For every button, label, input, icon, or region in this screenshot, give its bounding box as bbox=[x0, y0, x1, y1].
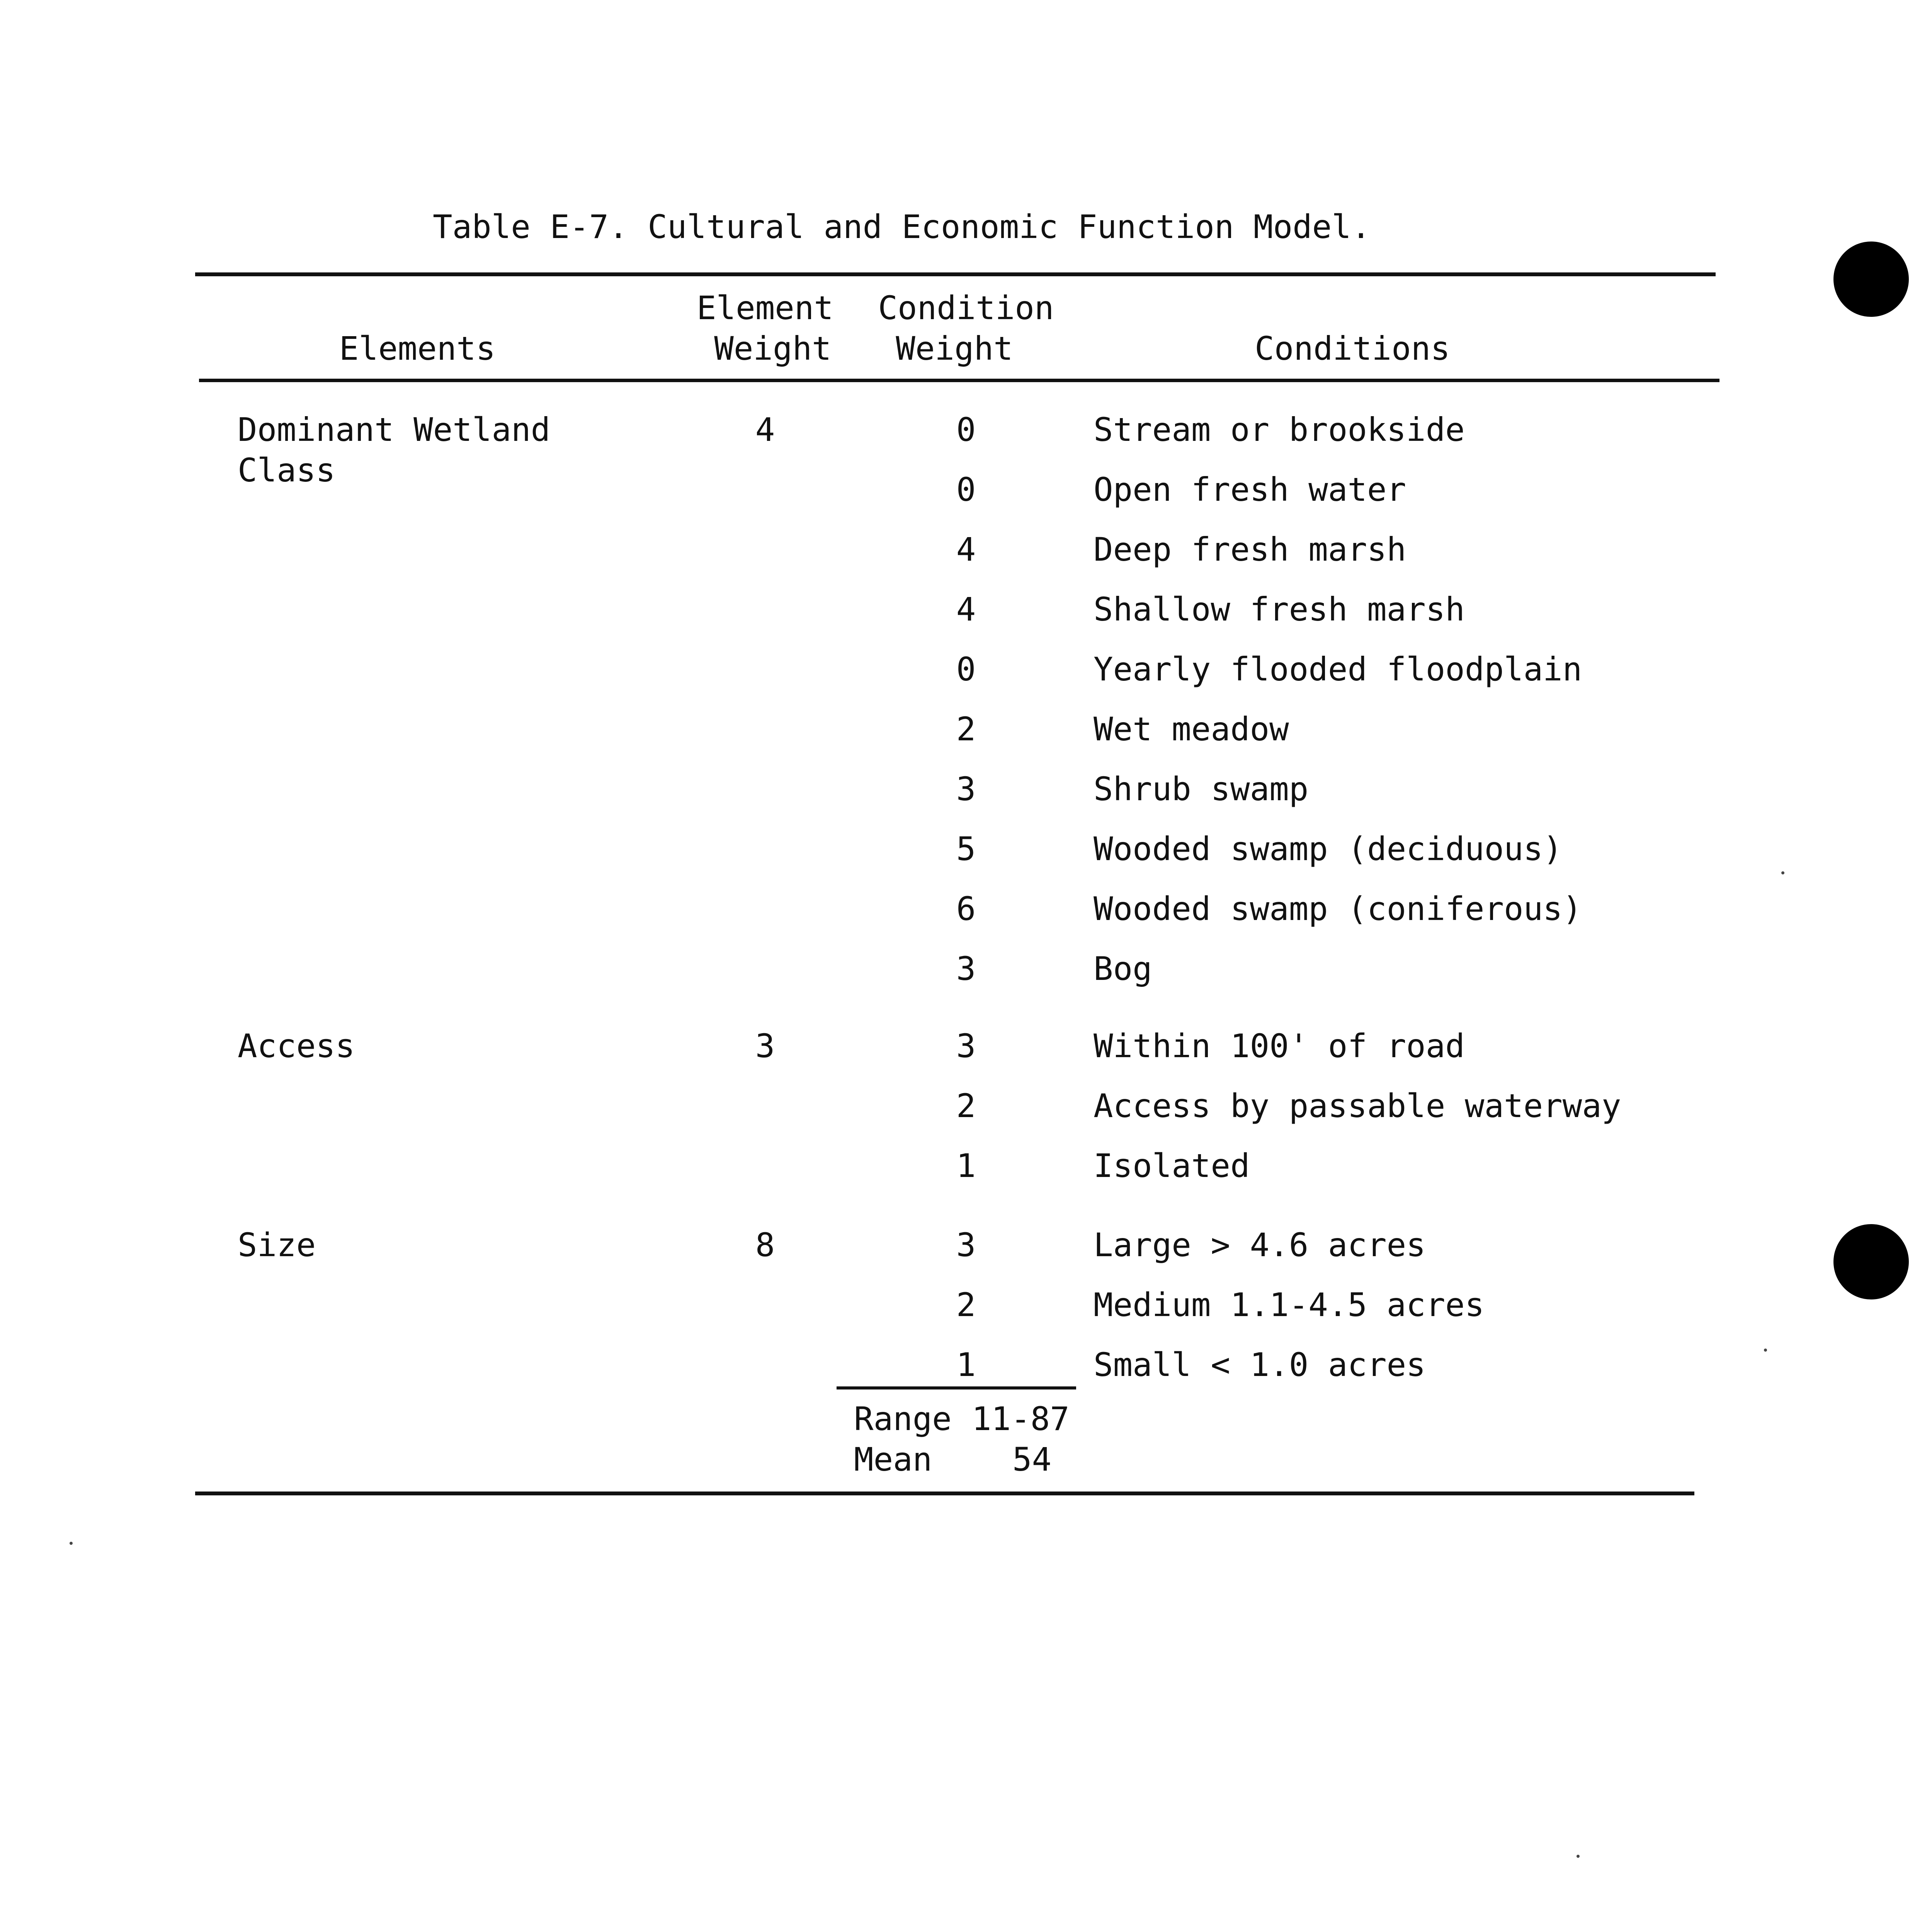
header-elements: Elements bbox=[339, 330, 496, 367]
condition-weight: 2 bbox=[956, 710, 976, 748]
condition: Large > 4.6 acres bbox=[1094, 1226, 1426, 1264]
scan-speck bbox=[1577, 1855, 1580, 1858]
binder-hole-middle bbox=[1833, 1224, 1909, 1299]
condition-weight: 3 bbox=[956, 770, 976, 808]
condition: Wooded swamp (coniferous) bbox=[1094, 890, 1582, 928]
condition-weight: 0 bbox=[956, 650, 976, 688]
table-top-rule bbox=[195, 272, 1716, 276]
condition-weight: 6 bbox=[956, 890, 976, 928]
scan-speck bbox=[1764, 1349, 1767, 1352]
table-bottom-rule bbox=[195, 1492, 1694, 1495]
condition: Open fresh water bbox=[1094, 471, 1406, 509]
header-conditions: Conditions bbox=[1255, 330, 1450, 367]
condition-weight: 3 bbox=[956, 950, 976, 988]
condition: Isolated bbox=[1094, 1147, 1250, 1185]
header-element-weight-line2: Weight bbox=[714, 330, 832, 367]
scan-speck bbox=[70, 1542, 73, 1545]
condition-weight: 2 bbox=[956, 1087, 976, 1125]
condition: Stream or brookside bbox=[1094, 411, 1465, 449]
condition-weight: 3 bbox=[956, 1226, 976, 1264]
element-label-continued: Class bbox=[238, 451, 335, 489]
condition: Shrub swamp bbox=[1094, 770, 1309, 808]
condition-weight: 1 bbox=[956, 1346, 976, 1384]
binder-hole-top bbox=[1833, 242, 1909, 317]
scan-speck bbox=[1781, 871, 1784, 874]
condition-weight: 5 bbox=[956, 830, 976, 868]
condition: Yearly flooded floodplain bbox=[1094, 650, 1582, 688]
condition: Within 100' of road bbox=[1094, 1027, 1465, 1065]
condition: Wet meadow bbox=[1094, 710, 1289, 748]
condition: Access by passable waterway bbox=[1094, 1087, 1621, 1125]
condition: Shallow fresh marsh bbox=[1094, 590, 1465, 628]
element-weight: 8 bbox=[755, 1226, 775, 1264]
header-condition-weight-line2: Weight bbox=[896, 330, 1013, 367]
condition: Small < 1.0 acres bbox=[1094, 1346, 1426, 1384]
condition: Medium 1.1-4.5 acres bbox=[1094, 1286, 1485, 1324]
condition-weight: 4 bbox=[956, 531, 976, 568]
element-label: Dominant Wetland bbox=[238, 411, 551, 449]
range-value: 11-87 bbox=[972, 1400, 1070, 1438]
condition-weight: 0 bbox=[956, 471, 976, 509]
header-element-weight-line1: Element bbox=[696, 289, 833, 327]
element-weight: 3 bbox=[755, 1027, 775, 1065]
condition: Wooded swamp (deciduous) bbox=[1094, 830, 1563, 868]
mean-value: 54 bbox=[1012, 1440, 1052, 1478]
range-label: Range bbox=[854, 1400, 952, 1438]
condition: Bog bbox=[1094, 950, 1152, 988]
condition-weight: 3 bbox=[956, 1027, 976, 1065]
table-caption: Table E-7. Cultural and Economic Function Model. bbox=[433, 208, 1371, 246]
condition-weight: 1 bbox=[956, 1147, 976, 1185]
condition-weight: 4 bbox=[956, 590, 976, 628]
mean-label: Mean bbox=[854, 1440, 932, 1478]
header-rule bbox=[199, 379, 1719, 382]
header-condition-weight-line1: Condition bbox=[878, 289, 1054, 327]
summary-rule bbox=[837, 1386, 1076, 1389]
element-weight: 4 bbox=[755, 411, 775, 449]
condition-weight: 2 bbox=[956, 1286, 976, 1324]
condition: Deep fresh marsh bbox=[1094, 531, 1406, 568]
element-label: Size bbox=[238, 1226, 316, 1264]
condition-weight: 0 bbox=[956, 411, 976, 449]
element-label: Access bbox=[238, 1027, 355, 1065]
